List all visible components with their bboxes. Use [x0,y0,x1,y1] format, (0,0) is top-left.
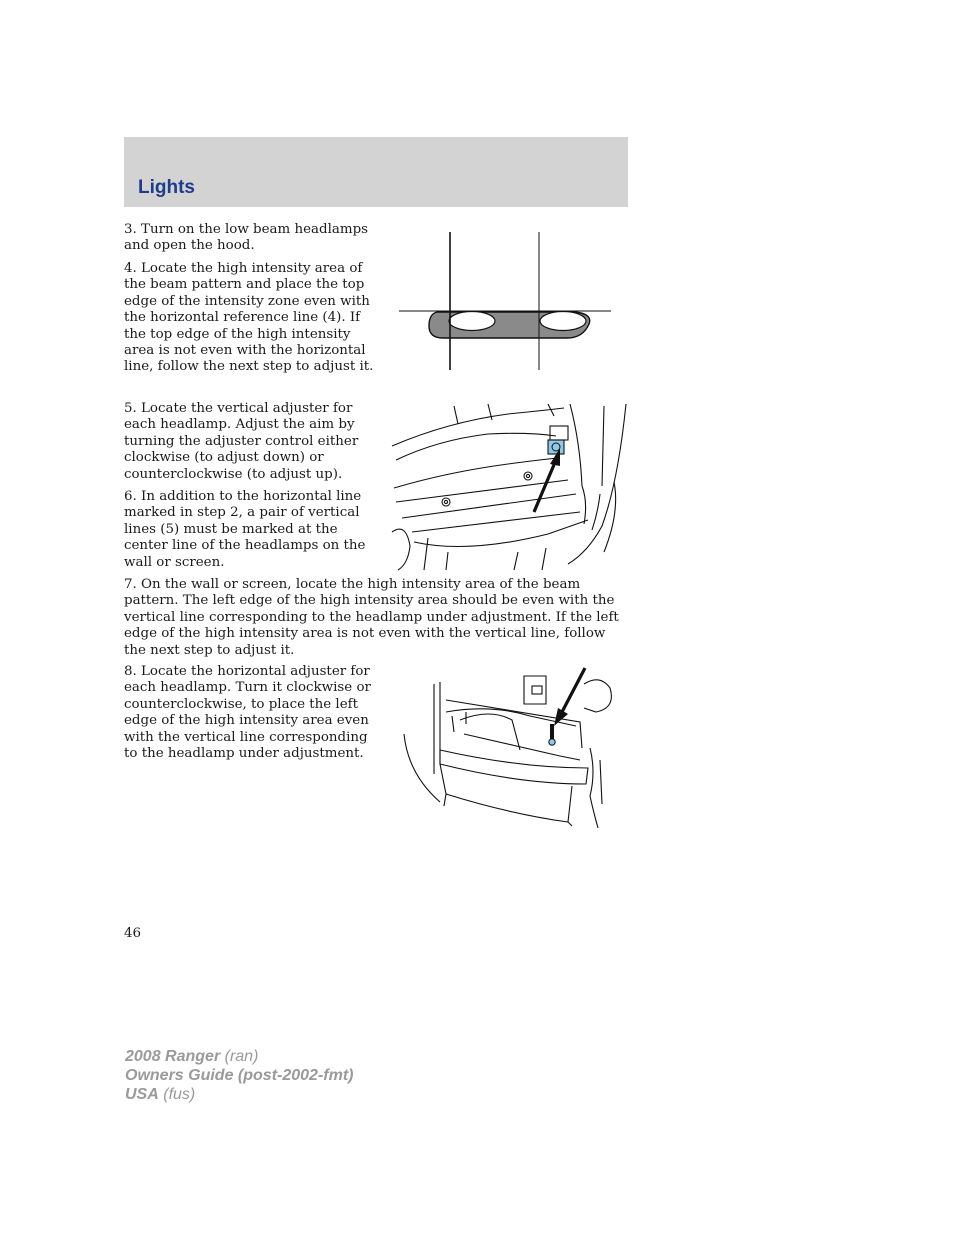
beam-pattern-figure [395,228,615,373]
footer-line-3 [125,1085,353,1104]
document-footer [125,1047,353,1104]
step-3-text: 3. Turn on the low beam headlamps and open the hood. [124,222,369,254]
step-8-text: 8. Locate the horizontal adjuster for each headlamp. Turn it clockwise or counterclockwise, to place the left edge of the high intensity area even with the vertical line corresponding to the headlamp under adjustment. [124,664,371,762]
vertical-adjuster-figure [388,402,628,574]
footer-line-1 [125,1047,353,1066]
footer-model-code: (ran) [224,1048,259,1065]
step-7-text: 7. On the wall or screen, locate the high intensity area of the beam pattern. The left edge of the high intensity area should be even with the vertical line corresponding to the headlamp under adjustment. If the left edge of the high intensity area is not even with the vertical line, follow the next step to adjust it. [124,577,619,658]
footer-model-year: 2008 Ranger [125,1048,221,1065]
footer-line-2 [125,1066,353,1085]
page-number: 46 [124,926,142,941]
footer-market: USA [125,1086,159,1103]
step-6-text: 6. In addition to the horizontal line marked in step 2, a pair of vertical lines (5) must be marked at the center line of the headlamps on the wall or screen. [124,489,366,570]
section-title: Lights [138,177,195,198]
section-header [124,137,628,207]
step-4-text: 4. Locate the high intensity area of the beam pattern and place the top edge of the intensity zone even with the horizontal reference line (4). If the top edge of the high intensity area is not even with the horizontal line, follow the next step to adjust it. [124,261,374,375]
footer-market-code: (fus) [163,1086,196,1103]
step-5-text: 5. Locate the vertical adjuster for each headlamp. Adjust the aim by turning the adjuster control either clockwise (to adjust down) or counterclockwise (to adjust up). [124,401,359,482]
horizontal-adjuster-figure [400,664,615,834]
footer-guide-name: Owners Guide (post-2002-fmt) [125,1067,354,1084]
